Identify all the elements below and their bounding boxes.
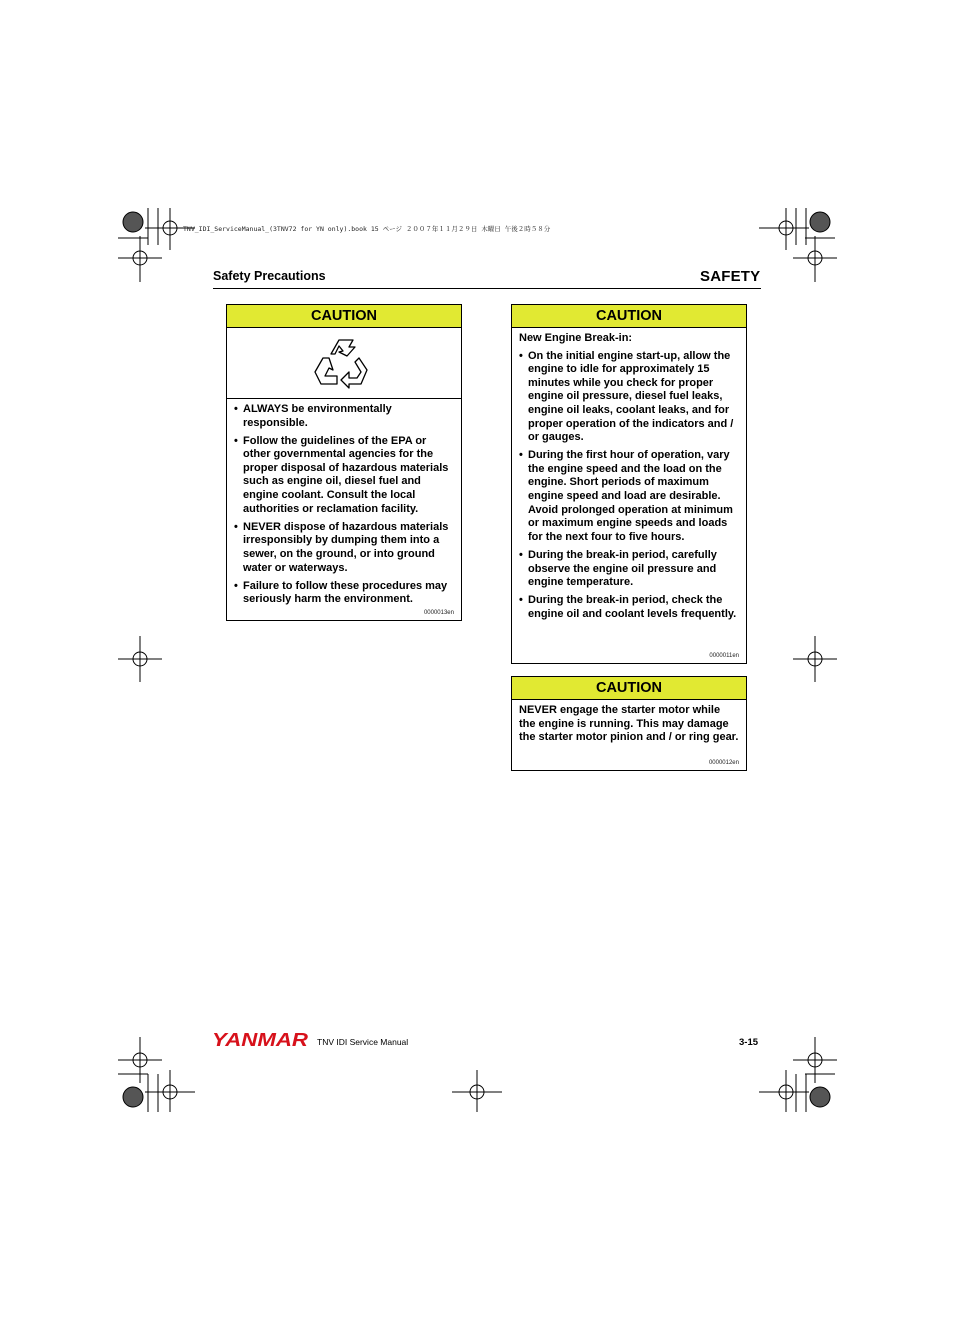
chapter-title: SAFETY — [700, 268, 761, 285]
caution-box-starter — [511, 676, 747, 771]
icon-panel — [227, 328, 461, 399]
list-item: • Follow the guidelines of the EPA or other governmental agencies for the proper disposal of hazardous materials such as engine oil, diesel fuel and engine coolant. Consult the local authorities or reclamation facility. — [234, 435, 454, 517]
page-number: 3-15 — [739, 1037, 759, 1048]
header-rule — [213, 288, 761, 289]
list-item: • NEVER dispose of hazardous materials irresponsibly by dumping them into a sewer, on the ground, or into ground water or waterways. — [234, 521, 454, 575]
message-code: 0000011en — [709, 653, 739, 659]
manual-title: TNV IDI Service Manual — [317, 1037, 409, 1047]
list-item: • During the break-in period, carefully observe the engine oil pressure and engine temperature. — [519, 549, 739, 590]
list-item: • During the first hour of operation, vary the engine speed and the load on the engine. Short periods of maximum engine speed and load are desirable. Avoid prolonged operation at minimum or maximum engine speeds and loads for the next four to five hours. — [519, 449, 739, 544]
caution-box-break-in — [511, 304, 747, 664]
message-code: 0000012en — [708, 760, 739, 766]
list-item: • On the initial engine start-up, allow the engine to idle for approximately 15 minutes while you check for proper engine oil pressure, diesel fuel leaks, engine oil leaks, coolant leaks, and for proper operation of the indicators and / or gauges. — [519, 350, 739, 445]
list-item: • ALWAYS be environmentally responsible. — [234, 403, 454, 430]
yanmar-logo — [212, 1031, 310, 1049]
recycle-icon — [309, 332, 379, 394]
caution-box-environment — [226, 304, 462, 621]
caution-intro: New Engine Break-in: — [519, 332, 633, 344]
logo-text: YANMAR — [212, 1031, 308, 1049]
message-code: 0000013en — [423, 610, 454, 616]
list-item: • During the break-in period, check the engine oil and coolant levels frequently. — [519, 594, 739, 621]
list-item: • Failure to follow these procedures may seriously harm the environment. — [234, 580, 454, 607]
caution-text: NEVER engage the starter motor while the engine is running. This may damage the starter motor pinion and / or ring gear. — [519, 704, 739, 744]
section-title: Safety Precautions — [213, 269, 326, 283]
caution-title: CAUTION — [512, 305, 746, 328]
printer-slug-line: TNV_IDI_ServiceManual_(3TNV72 for YN only).book 15 ページ ２００７年１１月２９日 木曜日 午後２時５８分 — [183, 225, 551, 233]
caution-title: CAUTION — [227, 305, 461, 328]
caution-title: CAUTION — [512, 677, 746, 700]
